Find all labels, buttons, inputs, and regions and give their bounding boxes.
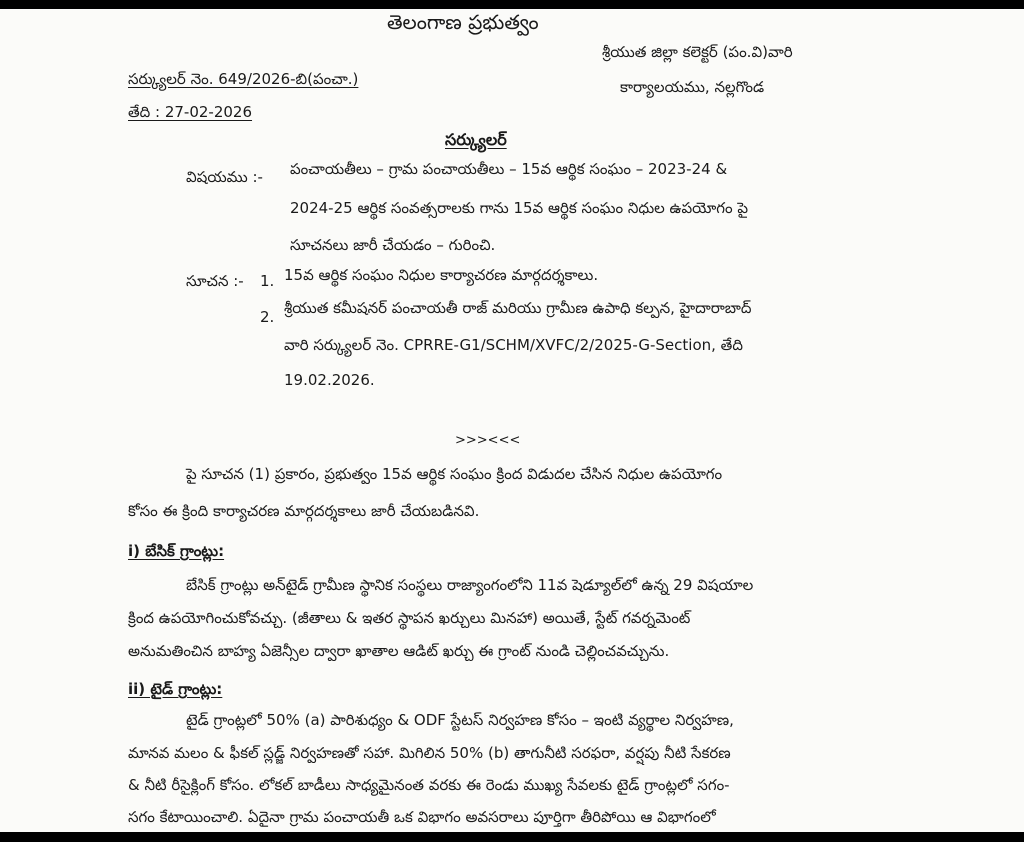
tied-grants-line: & నీటి రీసైక్లింగ్ కోసం. లోకల్ బాడీలు సాధ్యమైనంత వరకు ఈ రెండు ముఖ్య సేవలకు టైడ్ గ్రాంట్లలో సగం- — [128, 776, 730, 794]
reference-item-line: వారి సర్క్యులర్ నెం. CPRRE-G1/SCHM/XVFC/2/2025-G-Section, తేది — [284, 336, 743, 354]
government-title: తెలంగాణ ప్రభుత్వం — [387, 10, 539, 34]
basic-grants-line: క్రింద ఉపయోగించుకోవచ్చు. (జీతాలు & ఇతర స్థాపన ఖర్చులు మినహా) అయితే, స్టేట్ గవర్నమెంట్ — [128, 609, 691, 627]
tied-grants-heading: ii) టైడ్ గ్రాంట్లు: — [128, 680, 223, 698]
tied-grants-line: సగం కేటాయించాలి. ఏదైనా గ్రామ పంచాయతీ ఒక విభాగం అవసరాలు పూర్తిగా తీరిపోయి ఆ విభాగంలో — [128, 808, 716, 826]
office-location: కార్యాలయము, నల్లగొండ — [620, 78, 765, 96]
reference-label: సూచన :- — [186, 272, 244, 290]
basic-grants-heading: i) బేసిక్ గ్రాంట్లు: — [128, 542, 225, 560]
document-heading: సర్క్యులర్ — [445, 130, 507, 149]
circular-number: సర్క్యులర్ నెం. 649/2026-బి(పంచా.) — [128, 70, 359, 88]
tied-grants-line: మానవ మలం & ఫీకల్ స్లడ్జ్ నిర్వహణతో సహా. మిగిలిన 50% (b) తాగునీటి సరఫరా, వర్షపు నీటి సేకరణ — [128, 744, 731, 762]
intro-paragraph-line: పై సూచన (1) ప్రకారం, ప్రభుత్వం 15వ ఆర్థిక సంఘం క్రింద విడుదల చేసిన నిధుల ఉపయోగం — [186, 465, 723, 483]
subject-label: విషయము :- — [186, 168, 263, 186]
basic-grants-line: అనుమతించిన బాహ్య ఏజెన్సీల ద్వారా ఖాతాల ఆడిట్ ఖర్చు ఈ గ్రాంట్ నుండి చెల్లించవచ్చును. — [128, 642, 670, 660]
reference-item-line: శ్రీయుత కమీషనర్ పంచాయతీ రాజ్ మరియు గ్రామీణ ఉపాధి కల్పన, హైదారాబాద్ — [284, 299, 752, 317]
office-name: శ్రీయుత జిల్లా కలెక్టర్ (పం.వి)వారి — [602, 43, 793, 61]
reference-item: 15వ ఆర్థిక సంఘం నిధుల కార్యాచరణ మార్గదర్శకాలు. — [284, 266, 599, 284]
reference-number: 1. — [260, 272, 275, 290]
intro-paragraph-line: కోసం ఈ క్రింది కార్యాచరణ మార్గదర్శకాలు జారీ చేయబడినవి. — [128, 502, 480, 520]
subject-line: 2024-25 ఆర్థిక సంవత్సరాలకు గాను 15వ ఆర్థిక సంఘం నిధుల ఉపయోగం పై — [290, 199, 749, 217]
tied-grants-line: టైడ్ గ్రాంట్లలో 50% (a) పారిశుధ్యం & ODF స్టేటస్ నిర్వహణ కోసం – ఇంటి వ్యర్థాల నిర్వహణ, — [186, 711, 734, 729]
basic-grants-line: బేసిక్ గ్రాంట్లు అన్‌టైడ్ గ్రామీణ స్థానిక సంస్థలు రాజ్యాంగంలోని 11వ షెడ్యూల్‌లో ఉన్న 29 విషయాల — [186, 576, 754, 594]
circular-document — [0, 9, 1024, 832]
reference-item-line: 19.02.2026. — [284, 371, 375, 389]
subject-line: సూచనలు జారీ చేయడం – గురించి. — [290, 236, 496, 254]
circular-date: తేది : 27-02-2026 — [128, 103, 253, 121]
subject-line: పంచాయతీలు – గ్రామ పంచాయతీలు – 15వ ఆర్థిక సంఘం – 2023-24 & — [290, 160, 728, 178]
section-separator: >>><<< — [455, 433, 521, 448]
reference-number: 2. — [260, 308, 275, 326]
